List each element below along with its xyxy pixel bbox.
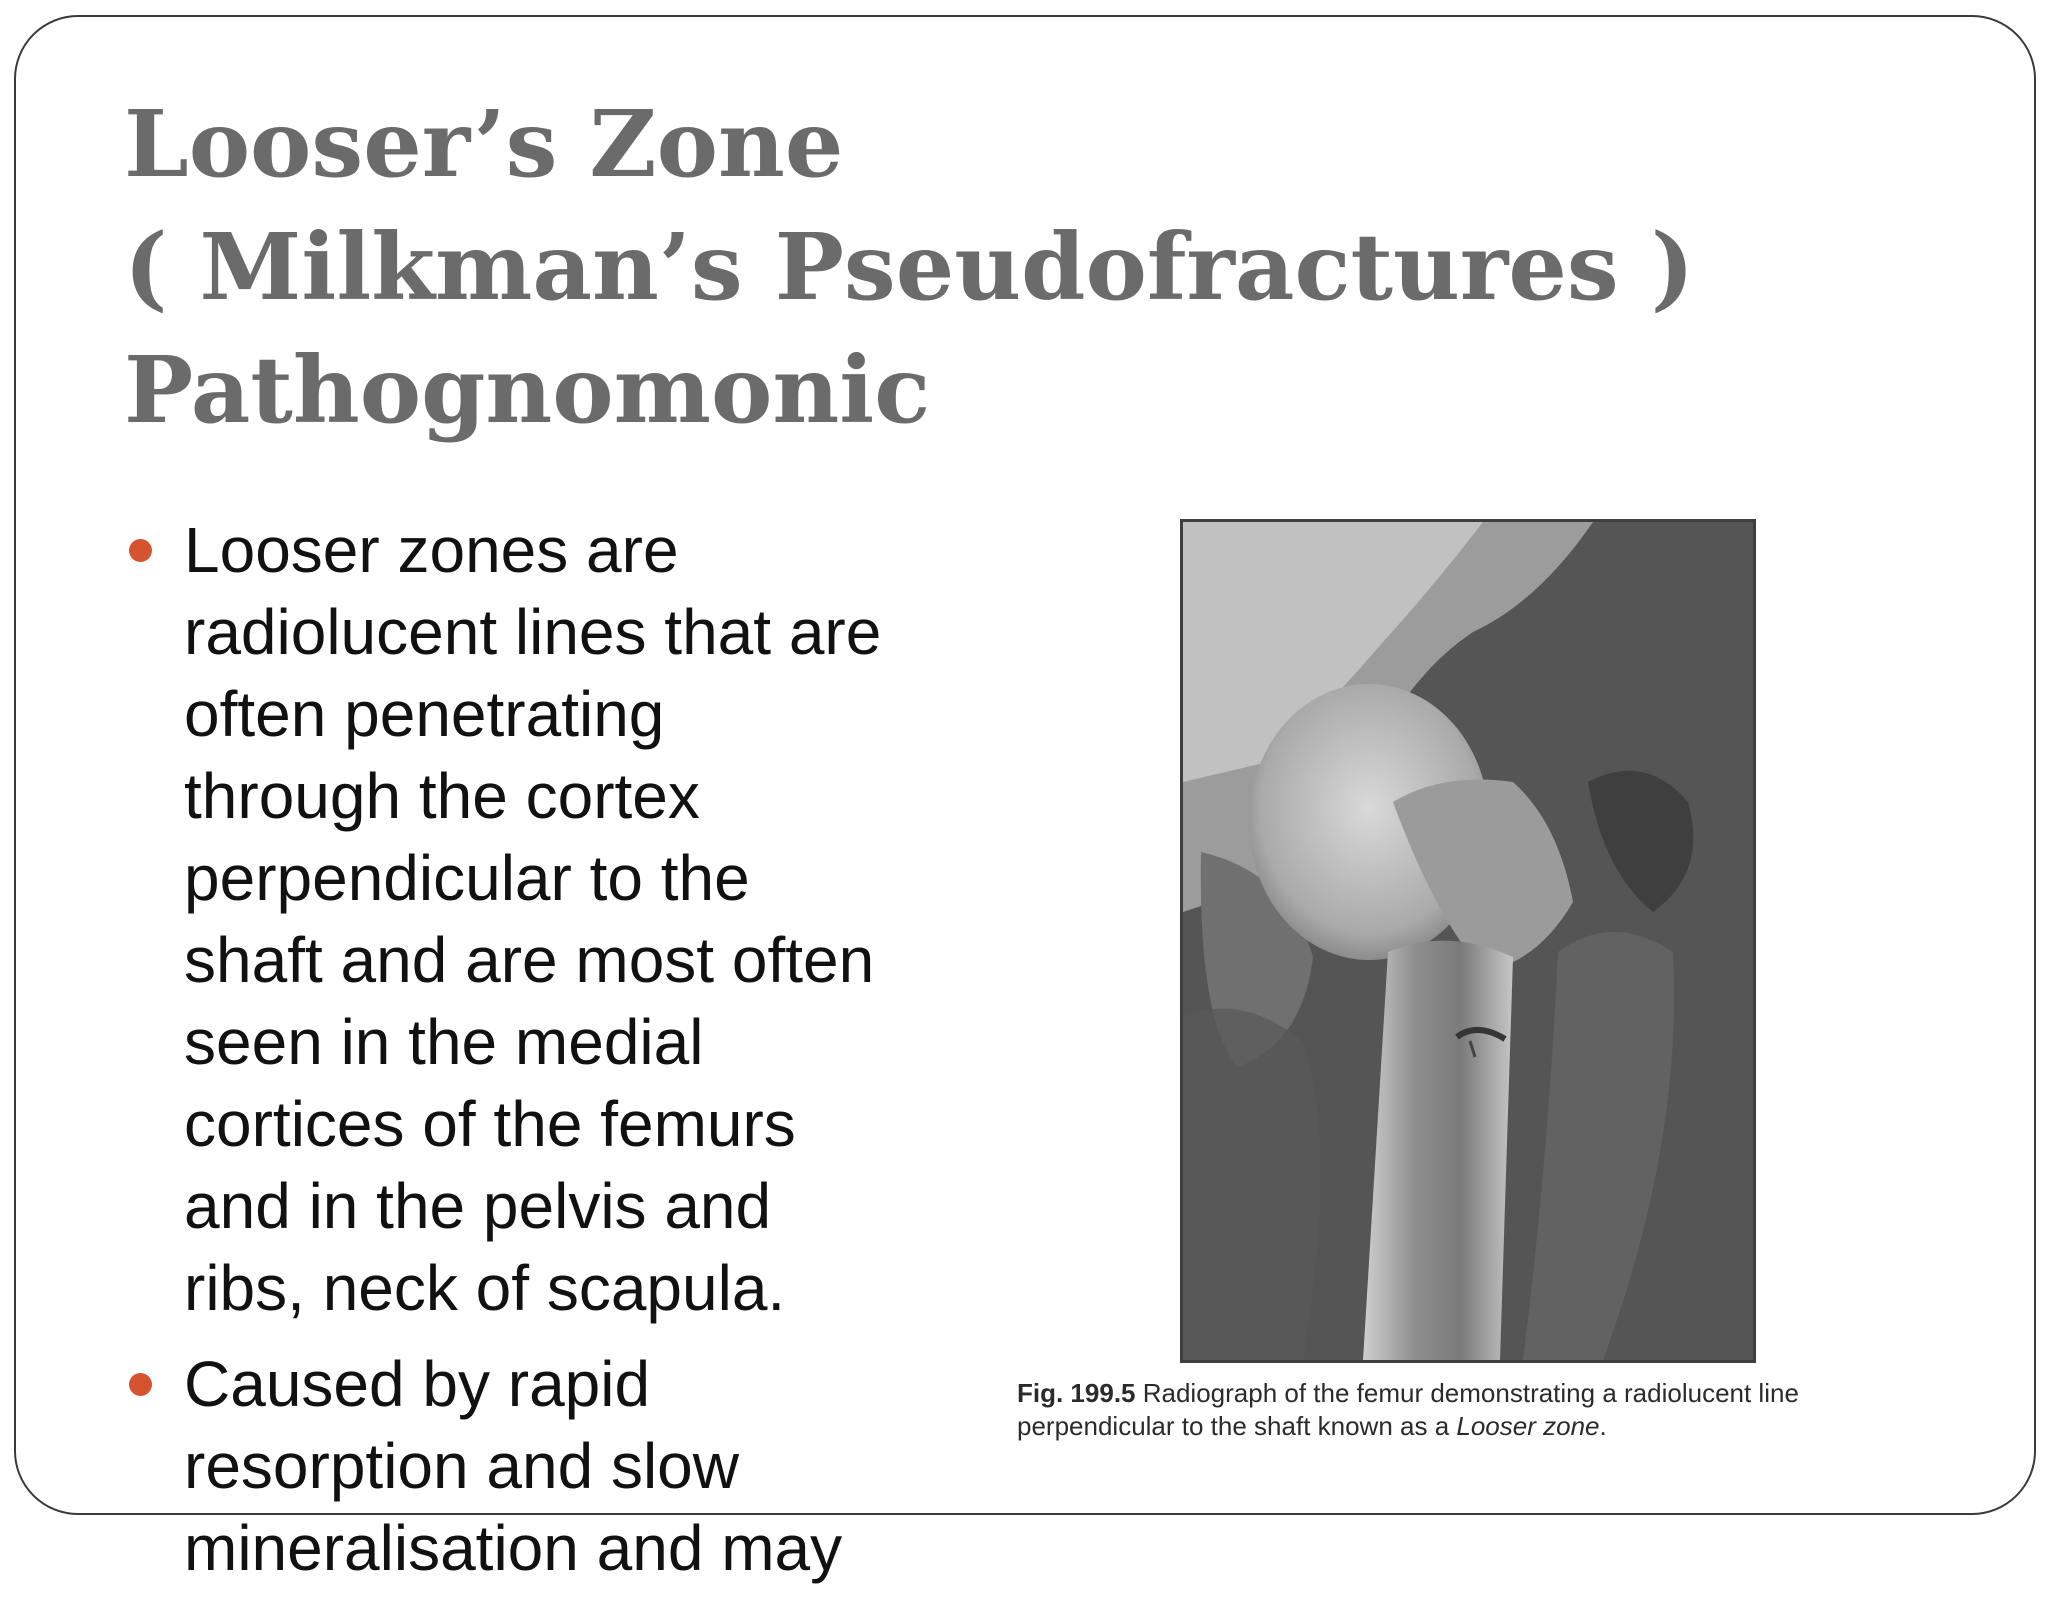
bullet-list — [124, 509, 984, 1603]
bullet-item-looser-zones — [124, 509, 984, 1329]
figure-caption — [1017, 1377, 1837, 1443]
bullet-dot-icon — [129, 1373, 152, 1396]
bullet-dot-icon — [129, 539, 152, 562]
bullet-text-looser-zones: Looser zones are radiolucent lines that are often penetrating through the cortex perpendicular to the shaft and are most often seen in the medial cortices of the femurs and in the pelvis and ribs, neck of scapula. — [184, 514, 882, 1324]
figure-caption-text: Radiograph of the femur demonstrating a radiolucent line perpendicular to the shaft known as a — [1017, 1378, 1799, 1441]
bullet-text-cause: Caused by rapid resorption and slow mineralisation and may — [184, 1348, 843, 1584]
figure-caption-suffix: . — [1599, 1411, 1607, 1441]
femur-radiograph-image — [1180, 519, 1756, 1363]
slide-frame — [14, 15, 2036, 1584]
figure-caption-emphasis: Looser zone — [1456, 1411, 1600, 1441]
slide-title — [124, 83, 1694, 452]
title-line-1: Looser’s Zone — [124, 90, 844, 198]
title-line-3: Pathognomonic — [124, 336, 931, 444]
bullet-item-cause — [124, 1343, 984, 1589]
title-line-2: ( Milkman’s Pseudofractures ) — [124, 213, 1695, 321]
figure-label: Fig. 199.5 — [1017, 1378, 1136, 1408]
